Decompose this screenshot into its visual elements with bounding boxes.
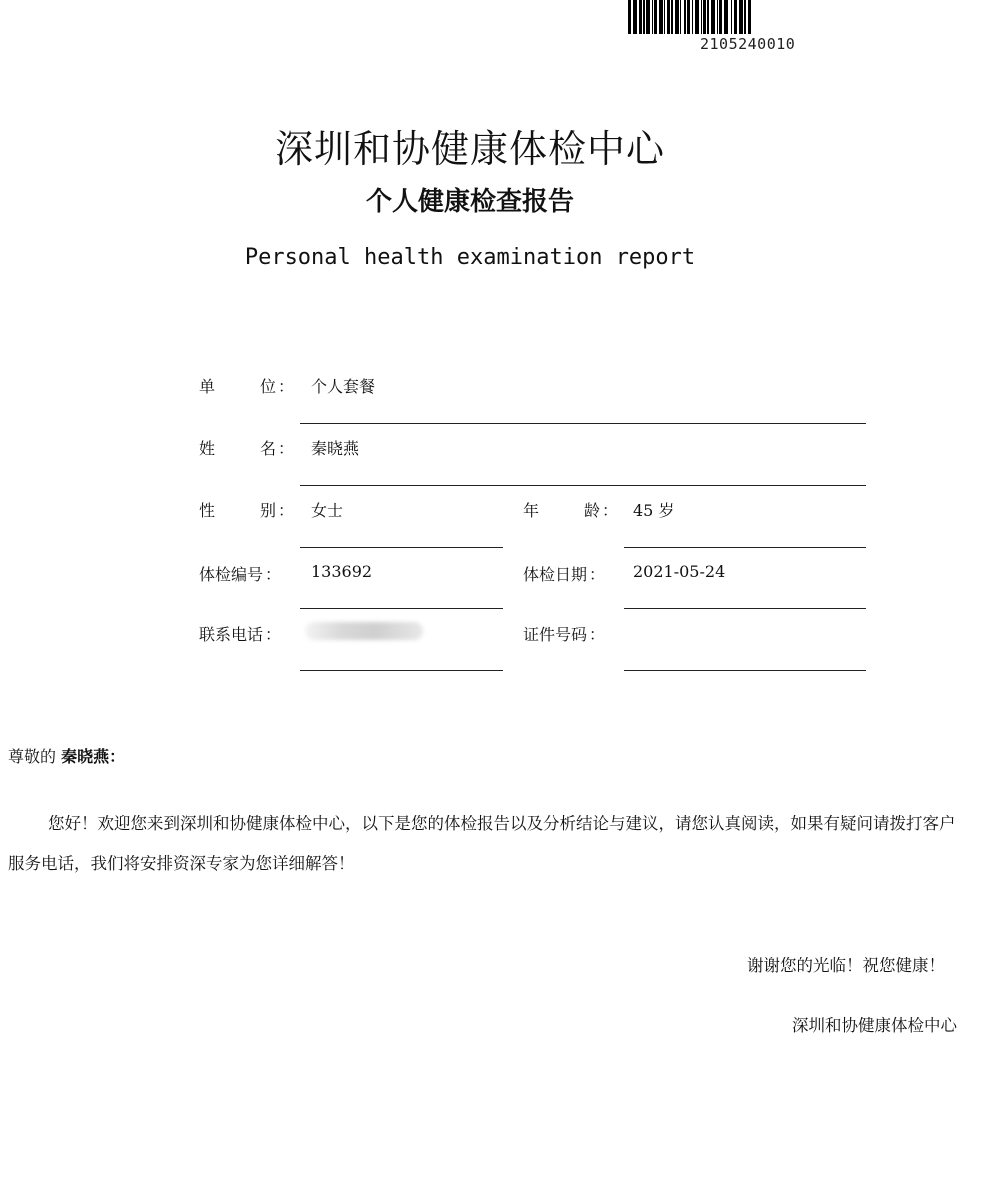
exam-date-underline: [624, 608, 866, 609]
gender-underline: [300, 547, 503, 548]
age-underline: [624, 547, 866, 548]
letter-body: 您好！欢迎您来到深圳和协健康体检中心，以下是您的体检报告以及分析结论与建议，请您认真阅读，如果有疑问请拨打客户服务电话，我们将安排资深专家为您详细解答！: [8, 814, 956, 873]
phone-underline: [300, 670, 503, 671]
gender-label: 性 别 ：: [199, 501, 294, 520]
phone-redacted: [305, 622, 423, 640]
barcode-number: 2105240010: [700, 35, 796, 53]
gender-value: 女士: [311, 501, 344, 520]
report-subtitle: Personal health examination report: [244, 245, 696, 270]
exam-no-label: 体检编号 ：: [199, 565, 282, 584]
id-no-label: 证件号码 ：: [523, 625, 606, 644]
exam-no-underline: [300, 608, 503, 609]
phone-label: 联系电话 ：: [199, 625, 282, 644]
name-label: 姓 名 ：: [199, 439, 294, 458]
report-title: 个人健康检查报告: [365, 187, 574, 217]
salutation: 尊敬的 秦晓燕：: [8, 747, 126, 766]
signature: 深圳和协健康体检中心: [792, 1016, 957, 1035]
recipient-name: 秦晓燕：: [61, 747, 126, 766]
name-value: 秦晓燕: [311, 439, 360, 458]
center-name-title: 深圳和协健康体检中心: [274, 127, 665, 171]
unit-value: 个人套餐: [311, 377, 376, 396]
exam-date-value: 2021-05-24: [633, 562, 726, 581]
age-value: 45 岁: [633, 501, 675, 520]
unit-label: 单 位 ：: [199, 377, 294, 396]
age-label: 年 龄 ：: [523, 501, 618, 520]
barcode: [628, 0, 882, 34]
exam-no-value: 133692: [311, 562, 373, 581]
id-no-underline: [624, 670, 866, 671]
exam-date-label: 体检日期 ：: [523, 565, 606, 584]
name-underline: [300, 485, 866, 486]
closing-line: 谢谢您的光临！祝您健康！: [747, 956, 945, 975]
unit-underline: [300, 423, 866, 424]
